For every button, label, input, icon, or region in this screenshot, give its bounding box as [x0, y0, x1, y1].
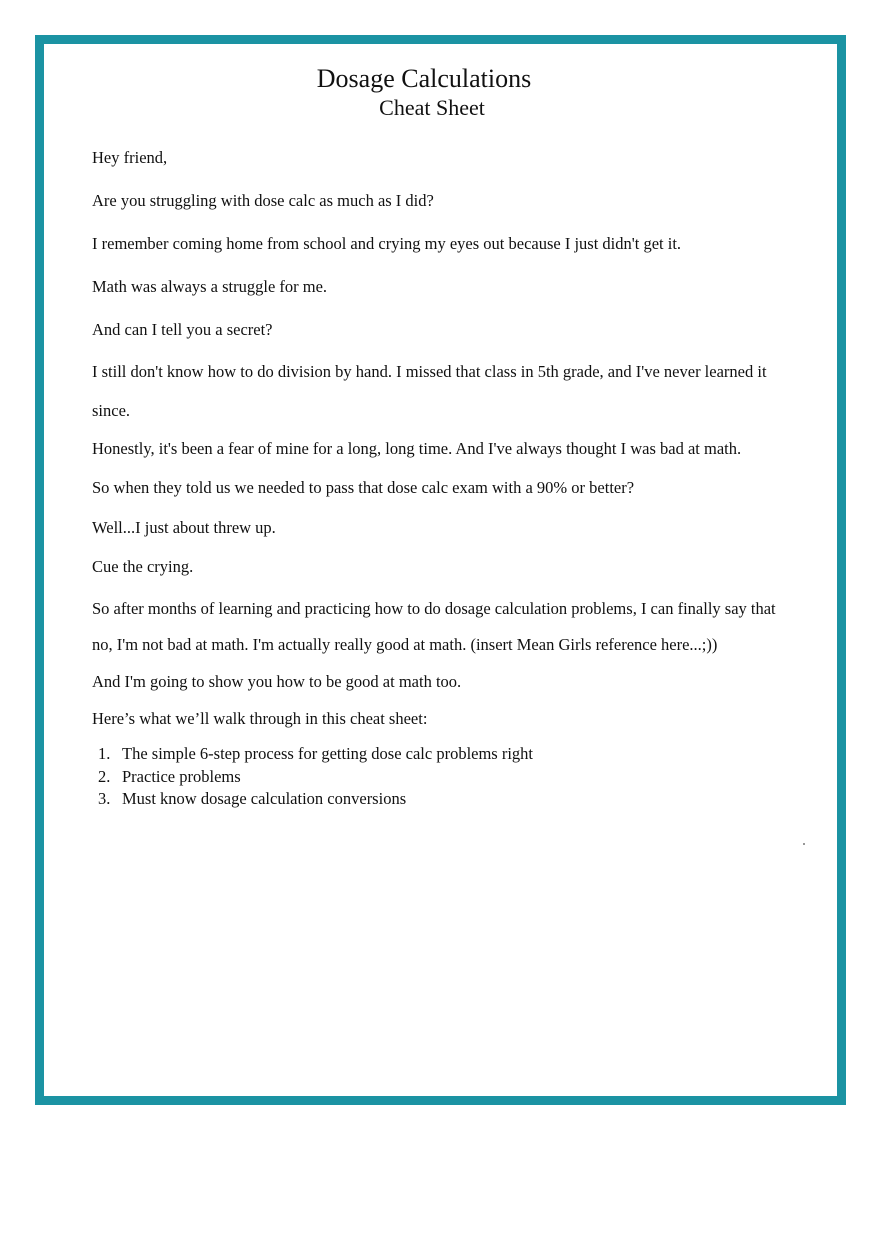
paragraph-months-line2: no, I'm not bad at math. I'm actually really good at math. (insert Mean Girls reference here...;)) [92, 635, 718, 654]
list-item-text: Must know dosage calculation conversions [122, 789, 407, 808]
page-title: Dosage Calculations [316, 64, 532, 93]
trailing-dot-mark [803, 843, 805, 845]
list-item-number: 3. [98, 789, 111, 808]
list-item-text: The simple 6-step process for getting dose calc problems right [122, 744, 534, 763]
paragraph-division-line2: since. [92, 401, 131, 420]
paragraph-exam: So when they told us we needed to pass that dose calc exam with a 90% or better? [92, 478, 635, 497]
list-item-number: 1. [98, 744, 111, 763]
paragraph-secret: And can I tell you a secret? [92, 320, 273, 339]
list-item-number: 2. [98, 766, 111, 786]
cheat-sheet-contents-list [92, 743, 533, 811]
paragraph-division-line1: I still don't know how to do division by hand. I missed that class in 5th grade, and I've never learned it [92, 362, 767, 381]
list-item [92, 743, 533, 766]
paragraph-honestly: Honestly, it's been a fear of mine for a long, long time. And I've always thought I was bad at math. [92, 439, 742, 458]
paragraph-months-line1: So after months of learning and practicing how to do dosage calculation problems, I can finally say that [92, 599, 776, 618]
page-border-frame [35, 35, 846, 1105]
paragraph-remember: I remember coming home from school and crying my eyes out because I just didn't get it. [92, 234, 682, 253]
list-item [92, 766, 533, 789]
list-item [92, 788, 533, 811]
paragraph-math-struggle: Math was always a struggle for me. [92, 277, 328, 296]
page-subtitle: Cheat Sheet [379, 95, 485, 120]
paragraph-greeting: Hey friend, [92, 148, 168, 167]
paragraph-walk-through: Here’s what we’ll walk through in this cheat sheet: [92, 709, 428, 728]
paragraph-show-you: And I'm going to show you how to be good at math too. [92, 672, 462, 691]
paragraph-threw-up: Well...I just about threw up. [92, 518, 276, 537]
list-item-text: Practice problems [122, 766, 241, 786]
paragraph-crying: Cue the crying. [92, 557, 194, 576]
paragraph-question: Are you struggling with dose calc as much as I did? [92, 191, 434, 210]
